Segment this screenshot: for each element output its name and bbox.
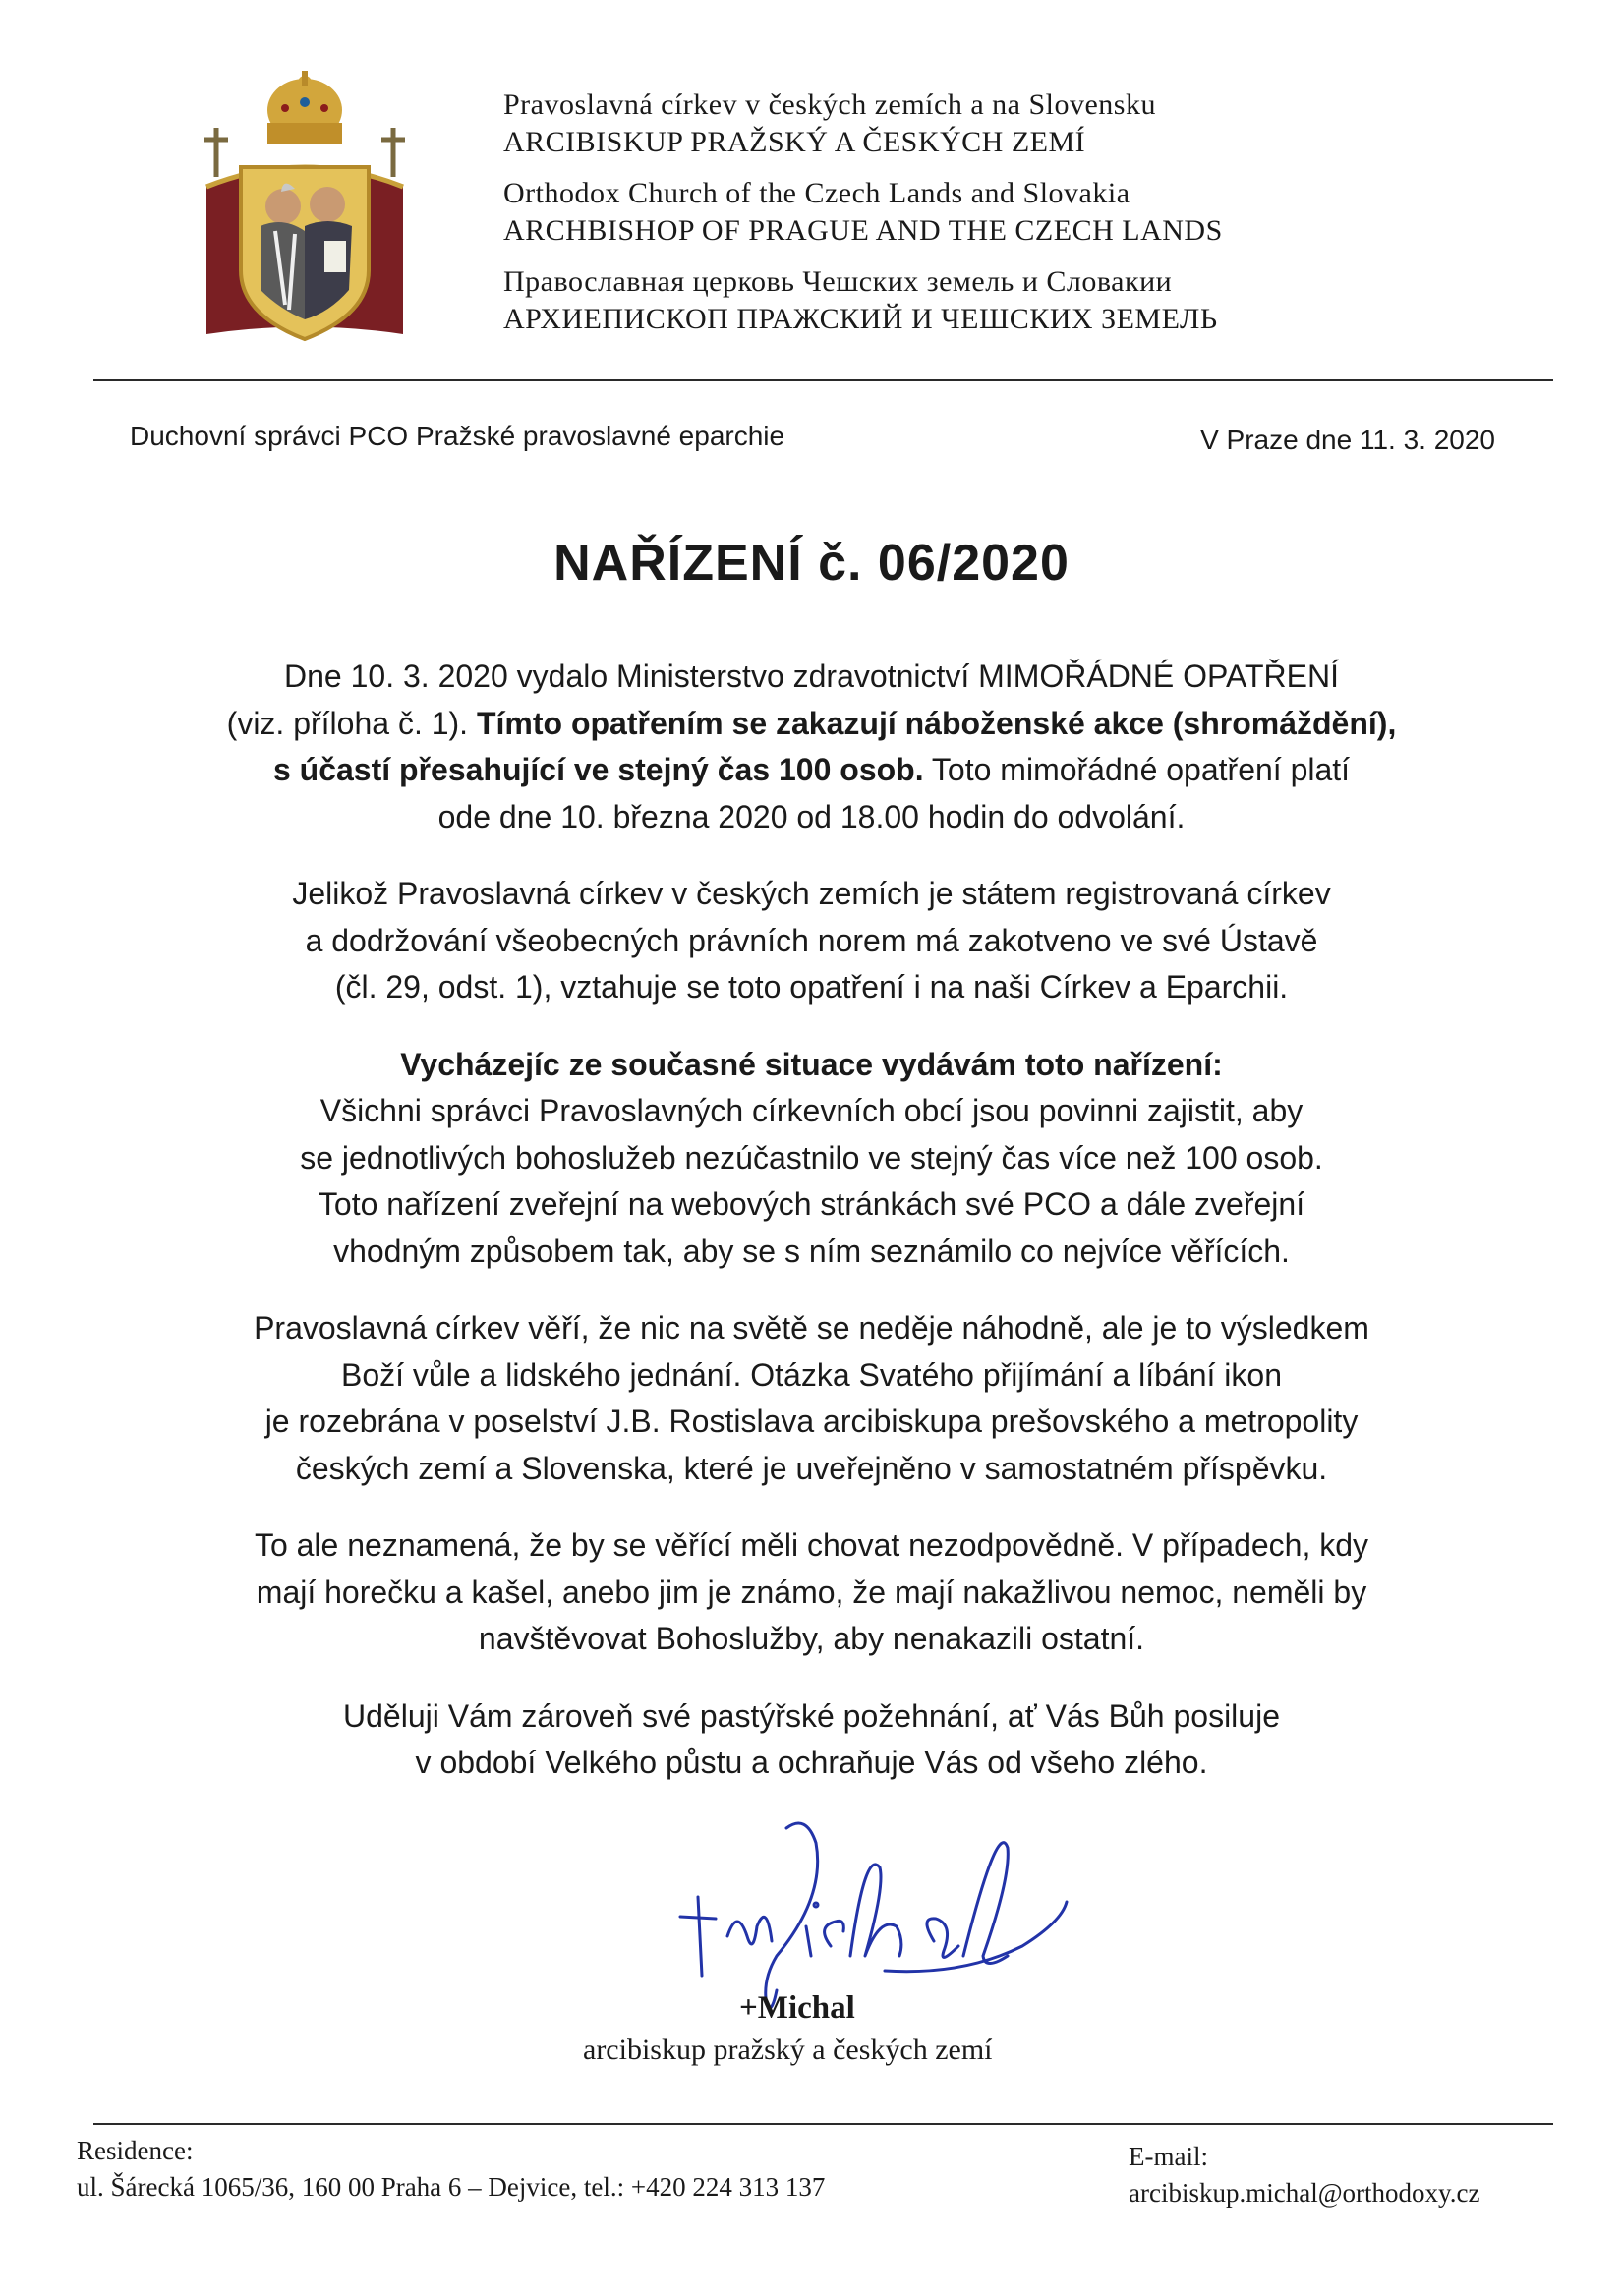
email-address[interactable]: arcibiskup.michal@orthodoxy.cz — [1129, 2178, 1480, 2208]
p1-text: Toto mimořádné opatření platí — [923, 752, 1351, 787]
p3-heading-text: Vycházejíc ze současné situace vydávám toto nařízení: — [400, 1046, 1223, 1082]
coat-of-arms-emblem — [187, 69, 423, 354]
paragraph-6 — [147, 1693, 1476, 1787]
paragraph-5 — [147, 1522, 1476, 1663]
letterhead-russian-church: Православная церковь Чешских земель и Словакии — [503, 265, 1173, 298]
p2-line: Jelikož Pravoslavná církev v českých zemích je státem registrovaná církev — [292, 876, 1331, 911]
p5-line: mají horečku a kašel, anebo jim je známo, že mají nakažlivou nemoc, neměli by — [256, 1574, 1367, 1610]
p4-line: Boží vůle a lidského jednání. Otázka Svatého přijímání a líbání ikon — [341, 1356, 1282, 1393]
p5-line: To ale neznamená, že by se věřící měli chovat nezodpovědně. V případech, kdy — [254, 1527, 1369, 1563]
p6-line: v období Velkého půstu a ochraňuje Vás od všeho zlého. — [415, 1745, 1208, 1780]
p3-line: Všichni správci Pravoslavných církevních obcí jsou povinni zajistit, aby — [319, 1093, 1304, 1128]
paragraph-3 — [147, 1042, 1476, 1276]
p6-line: Uděluji Vám zároveň své pastýřské požehnání, ať Vás Bůh posiluje — [343, 1697, 1280, 1734]
p5-line: navštěvovat Bohoslužby, aby nenakazili ostatní. — [478, 1621, 1145, 1656]
residence-label: Residence: — [77, 2136, 194, 2165]
p3-line: Toto nařízení zveřejní na webových stránkách své PCO a dále zveřejní — [318, 1186, 1305, 1222]
p1-text: (viz. příloha č. 1). — [226, 705, 477, 741]
signature-name: +Michal — [739, 1990, 855, 2026]
footer-residence — [77, 2133, 825, 2206]
p1-line: ode dne 10. března 2020 od 18.00 hodin do odvolání. — [437, 798, 1186, 834]
document-title: NAŘÍZENÍ č. 06/2020 — [553, 535, 1070, 592]
signature-role: arcibiskup pražský a českých zemí — [583, 2034, 993, 2066]
footer-divider — [93, 2123, 1553, 2125]
p3-heading — [147, 1042, 1476, 1089]
p4-line: je rozebrána v poselství J.B. Rostislava arcibiskupa prešovského a metropolity — [264, 1404, 1359, 1439]
p4-line: českých zemí a Slovenska, které je uveřejněno v samostatném příspěvku. — [295, 1450, 1328, 1486]
residence-address: ul. Šárecká 1065/36, 160 00 Praha 6 – Dejvice, tel.: +420 224 313 137 — [77, 2172, 826, 2202]
paragraph-4 — [147, 1305, 1476, 1492]
dateline: V Praze dne 11. 3. 2020 — [1200, 425, 1495, 455]
p2-line: (čl. 29, odst. 1), vztahuje se toto opatření i na naši Církev a Eparchii. — [334, 969, 1289, 1004]
document-body — [147, 654, 1476, 1817]
paragraph-1 — [147, 654, 1476, 840]
p1-line — [147, 701, 1476, 748]
handwritten-signature — [668, 1808, 1081, 2035]
p3-line: vhodným způsobem tak, aby se s ním seznámilo co nejvíce věřících. — [333, 1233, 1290, 1269]
letterhead-english-church: Orthodox Church of the Czech Lands and Slovakia — [503, 177, 1130, 209]
p2-line: a dodržování všeobecných právních norem má zakotveno ve své Ústavě — [305, 922, 1318, 958]
paragraph-2 — [147, 871, 1476, 1011]
p1-bold-text: s účastí přesahující ve stejný čas 100 osob. — [272, 752, 924, 787]
addressee: Duchovní správci PCO Pražské pravoslavné eparchie — [130, 421, 785, 451]
p1-line: Dne 10. 3. 2020 vydalo Ministerstvo zdravotnictví MIMOŘÁDNÉ OPATŘENÍ — [284, 659, 1339, 694]
letterhead-russian-title: АРХИЕПИСКОП ПРАЖСКИЙ И ЧЕШСКИХ ЗЕМЕЛЬ — [503, 303, 1218, 335]
p1-bold-text: Tímto opatřením se zakazují náboženské akce (shromáždění), — [476, 705, 1397, 741]
header-divider — [93, 379, 1553, 381]
p1-line — [147, 747, 1476, 794]
p3-line: se jednotlivých bohoslužeb nezúčastnilo ve stejný čas více než 100 osob. — [300, 1139, 1323, 1176]
letterhead-english-title: ARCHBISHOP OF PRAGUE AND THE CZECH LANDS — [503, 214, 1223, 247]
letterhead-czech-church: Pravoslavná církev v českých zemích a na Slovensku — [503, 88, 1156, 121]
letterhead-czech-title: ARCIBISKUP PRAŽSKÝ A ČESKÝCH ZEMÍ — [503, 126, 1086, 158]
email-label: E-mail: — [1129, 2142, 1208, 2171]
letterhead — [503, 86, 1486, 352]
footer-email — [1129, 2139, 1480, 2211]
p4-line: Pravoslavná církev věří, že nic na světě se neděje náhodně, ale je to výsledkem — [254, 1310, 1369, 1346]
